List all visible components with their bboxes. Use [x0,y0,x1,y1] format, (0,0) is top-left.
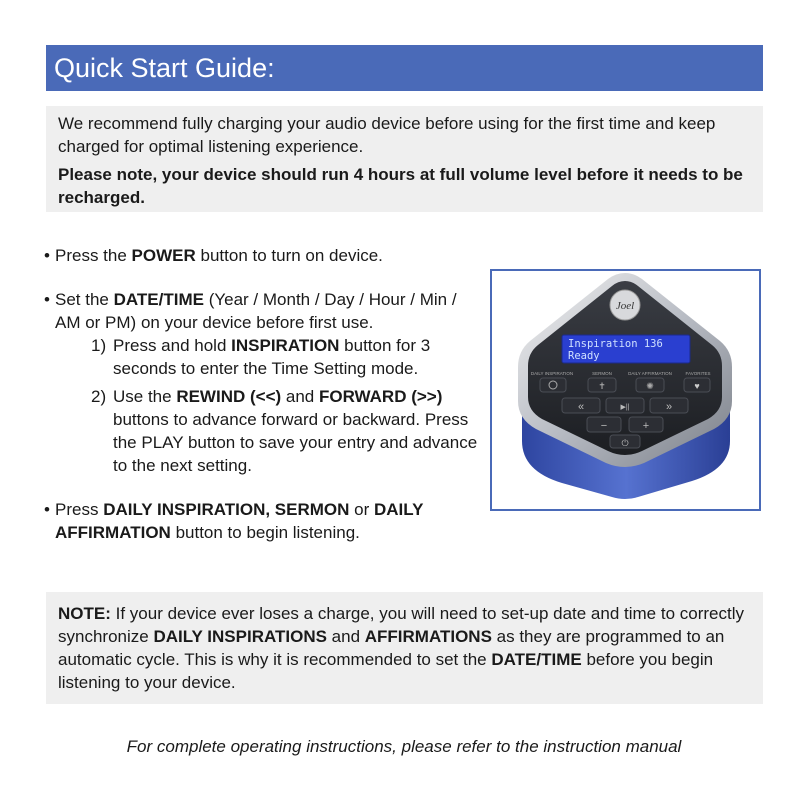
svg-text:»: » [665,401,673,413]
intro-box [46,106,763,212]
daily-affirmation-button[interactable] [636,378,664,392]
note-box [46,592,763,704]
note-text: NOTE: If your device ever loses a charge, you will need to set-up date and time to correctly synchronize DAILY INSPIRATIONS and AFFIRMATIONS as they are programmed to an automatic cycle. This is why it is recommended to set the DATE/TIME before you begin listening to your device. [58,604,744,692]
label-daily-affirmation: DAILY AFFIRMATION [628,371,672,376]
device-illustration [492,271,759,509]
brand-logo-text: Joel [615,300,635,312]
sermon-button[interactable] [588,378,616,392]
intro-warning: Please note, your device should run 4 hours at full volume level before it needs to be recharged. [58,165,743,207]
substep-1: 1) Press and hold INSPIRATION button for 3 seconds to enter the Time Setting mode. [91,336,431,378]
svg-text:✝: ✝ [598,381,606,391]
play-button[interactable] [606,398,644,413]
page-title: Quick Start Guide: [46,45,763,91]
forward-button[interactable] [650,398,688,413]
power-icon: ⏻ [621,438,629,448]
step-power: • Press the POWER button to turn on device. [44,244,484,267]
power-button[interactable] [610,435,640,448]
label-favorites: FAVORITES [685,371,711,376]
label-sermon: SERMON [592,371,612,376]
heart-icon: ♥ [694,381,700,391]
volume-up-button[interactable] [629,417,663,432]
display-line-2: Ready [568,350,600,362]
svg-text:+: + [642,420,650,432]
datetime-substeps [91,334,484,477]
svg-text:«: « [577,401,585,413]
intro-text: We recommend fully charging your audio device before using for the first time and keep charged for optimal listening experience. [58,114,716,156]
daily-inspiration-button[interactable] [540,378,566,392]
footer-note: For complete operating instructions, please refer to the instruction manual [126,737,682,756]
step-listen: • Press DAILY INSPIRATION, SERMON or DAILY AFFIRMATION button to begin listening. [44,498,484,544]
svg-text:−: − [600,420,608,432]
device-photo [490,269,761,511]
svg-text:✺: ✺ [646,381,654,391]
rewind-button[interactable] [562,398,600,413]
step-datetime: • Set the DATE/TIME (Year / Month / Day / Hour / Min / AM or PM) on your device before first use. 1) Press and hold INSPIRATION button for 3 seconds to enter the Time Setting mode. 2) Use the REWIND (<<) and FORWARD (>>) buttons to advance forward or backward. Press the PLAY button to save your entry and advance to the next setting. [44,288,484,477]
svg-text:▶||: ▶|| [620,404,630,411]
display-line-1: Inspiration 136 [568,338,663,350]
favorites-button[interactable] [684,378,710,392]
label-daily-inspiration: DAILY INSPIRATION [530,371,574,376]
volume-down-button[interactable] [587,417,621,432]
steps-list [44,244,484,544]
substep-2: 2) Use the REWIND (<<) and FORWARD (>>) buttons to advance forward or backward. Press the PLAY button to save your entry and advance to the next setting. [91,387,478,475]
